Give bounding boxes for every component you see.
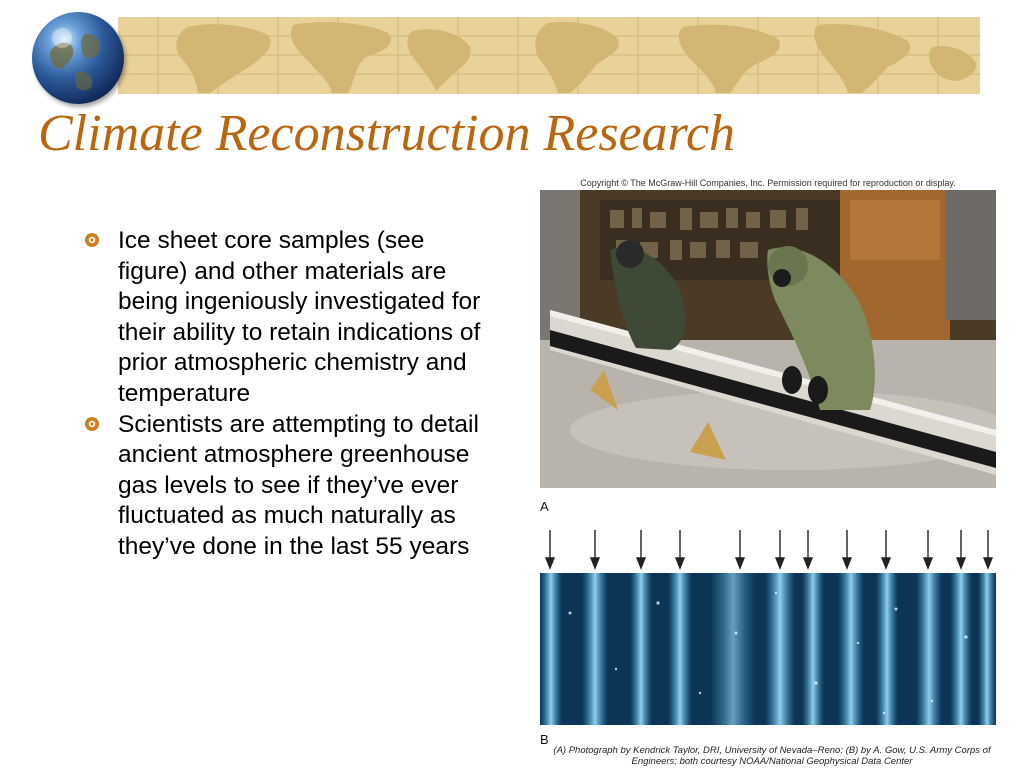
- world-map-icon: [118, 17, 980, 94]
- down-arrow-icon: [776, 530, 784, 568]
- down-arrow-icon: [546, 530, 554, 568]
- world-map-banner: [118, 17, 980, 94]
- bullet-text: Ice sheet core samples (see figure) and other materials are being ingeniously investigated for their ability to retain indications of prior atmospheric chemistry and temperature: [118, 227, 481, 407]
- figure-copyright: Copyright © The McGraw-Hill Companies, Inc. Permission required for reproduction or display.: [580, 178, 956, 188]
- down-arrow-icon: [637, 530, 645, 568]
- layer-arrows: [540, 528, 996, 570]
- down-arrow-icon: [882, 530, 890, 568]
- down-arrow-icon: [984, 530, 992, 568]
- down-arrow-icon: [736, 530, 744, 568]
- down-arrow-icon: [676, 530, 684, 568]
- bullet-text: Scientists are attempting to detail ancient atmosphere greenhouse gas levels to see if they’ve ever fluctuated as much naturally as they’ve done in the last 55 years: [118, 410, 479, 560]
- down-arrow-icon: [924, 530, 932, 568]
- down-arrow-icon: [804, 530, 812, 568]
- bullet-item: [84, 226, 486, 410]
- slide-title: Climate Reconstruction Research: [38, 105, 736, 162]
- bullet-item: [84, 410, 486, 563]
- lab-scene-image: [540, 190, 996, 488]
- ice-core-bands-image: [540, 573, 996, 725]
- globe-icon: [32, 12, 124, 104]
- down-arrow-icon: [843, 530, 851, 568]
- down-arrow-icon: [591, 530, 599, 568]
- ice-core-lab-photo: [540, 190, 996, 488]
- figure-label-b: B: [540, 732, 549, 747]
- figure-label-a: A: [540, 499, 549, 514]
- target-bullet-icon: [84, 232, 100, 248]
- bullet-list: [84, 226, 486, 563]
- down-arrow-icon: [957, 530, 965, 568]
- figure-credit: (A) Photograph by Kendrick Taylor, DRI, University of Nevada–Reno; (B) by A. Gow, U.S. Army Corps of Engineers; both courtesy NOAA/National Geophysical Data Center: [553, 745, 991, 767]
- globe-continents-icon: [32, 12, 124, 104]
- ice-core-layers-image: [540, 573, 996, 725]
- target-bullet-icon: [84, 416, 100, 432]
